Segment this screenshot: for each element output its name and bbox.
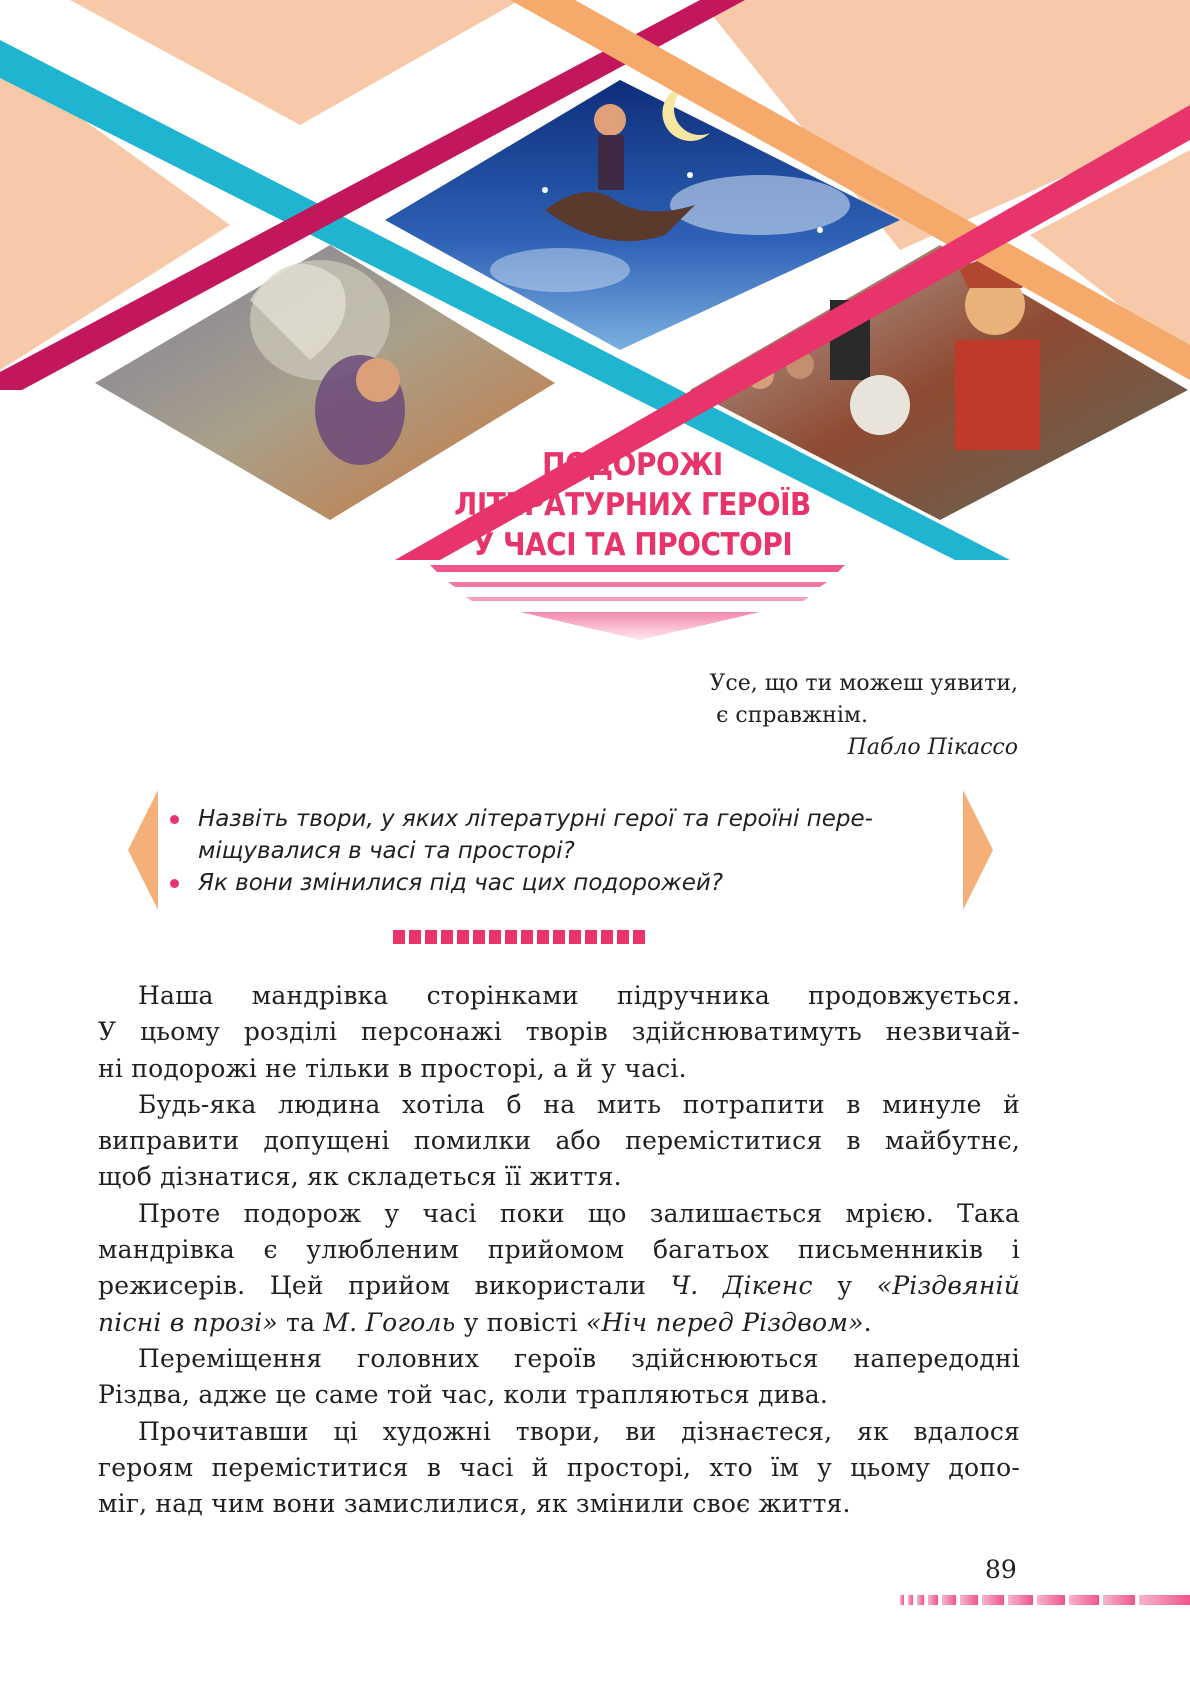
text-run: та (277, 1307, 324, 1337)
paragraph (98, 1196, 1020, 1341)
body-text (98, 978, 1020, 1522)
paragraph (98, 1414, 1020, 1523)
title-line-3: У ЧАСІ ТА ПРОСТОРІ (472, 527, 793, 563)
question-2-line-1: Як вони змінилися під час цих подорожей? (198, 870, 724, 896)
paragraph (98, 1087, 1020, 1196)
text-line: мандрівка є улюбленим прийомом багатьох письменників і (98, 1235, 1020, 1265)
text-run: у (812, 1271, 877, 1301)
question-item (163, 803, 973, 867)
bullet-icon (170, 815, 179, 824)
work-title: «Ніч перед Різдвом» (585, 1307, 864, 1337)
text-run: у повісті (455, 1307, 586, 1337)
text-line: виправити допущені помилки або переміститися в майбутнє, (98, 1126, 1020, 1156)
left-bracket-chevron (128, 790, 158, 910)
paragraph (98, 1341, 1020, 1414)
title-underline (430, 565, 845, 640)
author-name: Ч. Дікенс (670, 1271, 813, 1301)
text-line: Наша мандрівка сторінками підручника продовжується. (138, 981, 1020, 1010)
text-line: щоб дізнатися, як складеться її життя. (98, 1162, 622, 1192)
question-item (163, 867, 973, 899)
epigraph (518, 668, 1018, 764)
text-line: У цьому розділі персонажі творів здійснюватимуть незвичай- (98, 1017, 1020, 1047)
paragraph (98, 978, 1020, 1087)
epigraph-line-2: є справжнім. (716, 703, 868, 728)
work-title: «Різдвяній (876, 1271, 1021, 1301)
text-line: Будь-яка людина хотіла б на мить потрапити в минуле й (138, 1089, 1020, 1119)
text-line: Різдва, адже це саме той час, коли трапляються дива. (98, 1380, 829, 1410)
dashed-divider (393, 930, 658, 944)
text-line: Проте подорож у часі поки що залишається мрією. Така (138, 1198, 1020, 1228)
footer-dash-bar (900, 1593, 1190, 1607)
work-title: пісні в прозі» (98, 1307, 278, 1337)
text-line (98, 1305, 1020, 1341)
questions-block (163, 803, 973, 899)
text-line: Переміщення головних героїв здійснюються напередодні (138, 1343, 1020, 1373)
text-line (98, 1268, 1020, 1304)
title-line-2: ЛІТЕРАТУРНИХ ГЕРОЇВ (454, 487, 811, 523)
text-line: героям переміститися в часі й просторі, хто їм у цьому допо- (98, 1452, 1020, 1482)
text-line: міг, над чим вони замислилися, як змінили своє життя. (98, 1489, 851, 1519)
text-line: Прочитавши ці художні твори, ви дізнаєтеся, як вдалося (138, 1416, 1020, 1446)
page-number: 89 (985, 1555, 1017, 1584)
question-1-line-2: міщувалися в часі та просторі? (198, 838, 575, 864)
text-line: ні подорожі не тільки в просторі, а й у часі. (98, 1053, 687, 1083)
section-title (430, 445, 835, 565)
bullet-icon (170, 879, 179, 888)
title-line-1: ПОДОРОЖІ (542, 447, 723, 483)
question-1-line-1: Назвіть твори, у яких літературні герої та героїні пере- (198, 806, 873, 832)
text-run: режисерів. Цей прийом використали (98, 1271, 671, 1301)
author-name: М. Гоголь (323, 1307, 456, 1337)
text-run: . (863, 1307, 872, 1337)
epigraph-line-1: Усе, що ти можеш уявити, (709, 671, 1018, 696)
epigraph-author: Пабло Пікассо (847, 735, 1018, 760)
